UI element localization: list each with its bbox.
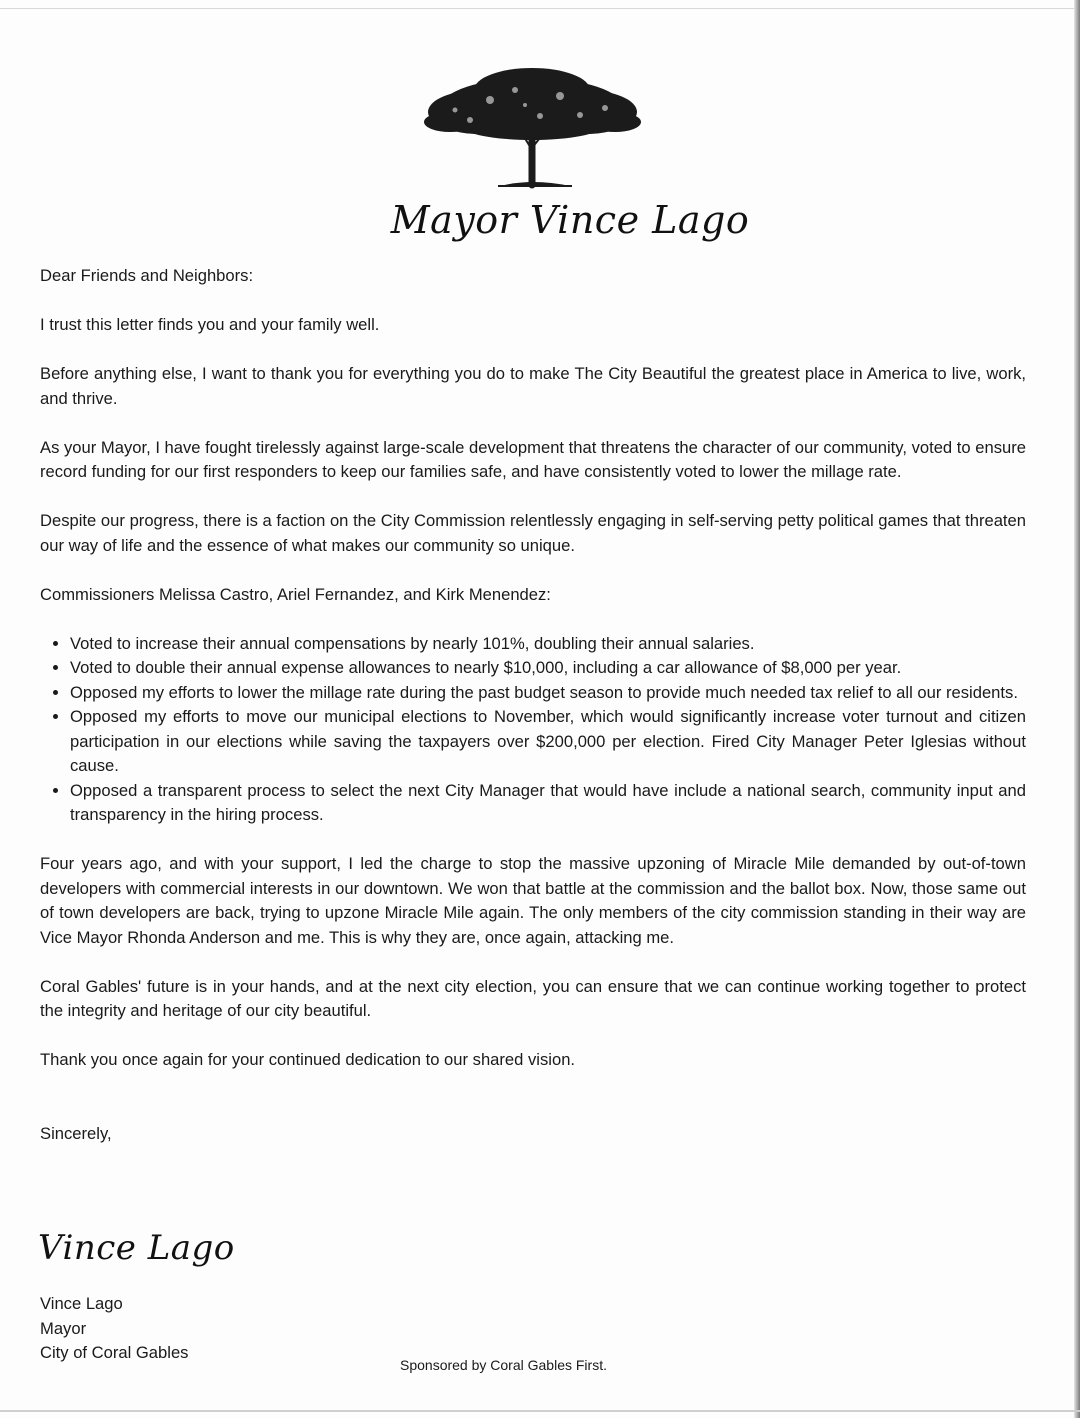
signer-block bbox=[40, 1292, 188, 1366]
signer-title: Mayor bbox=[40, 1318, 87, 1338]
list-item: • Opposed my efforts to lower the millage rate during the past budget season to provide much needed tax relief to all our residents. bbox=[70, 681, 1026, 706]
masthead-text: Mayor Vince Lago bbox=[390, 198, 750, 242]
list-item: • Opposed my efforts to move our municipal elections to November, which would significantly increase voter turnout and citizen participation in our elections while saving the taxpayers over $200,000 per election. Fired City Manager Peter Iglesias without cause. bbox=[70, 705, 1026, 779]
greeting: Dear Friends and Neighbors: bbox=[40, 266, 254, 285]
paragraph: As your Mayor, I have fought tirelessly against large-scale development that threatens the character of our community, voted to ensure record funding for our first responders to keep our families safe, and have consistently voted to lower the millage rate. bbox=[40, 437, 1026, 481]
paragraph: Coral Gables' future is in your hands, and at the next city election, you can ensure that we can continue working together to protect the integrity and heritage of our city beautiful. bbox=[40, 976, 1026, 1020]
masthead-title bbox=[0, 198, 1080, 242]
paragraph: Before anything else, I want to thank you for everything you do to make The City Beautiful the greatest place in America to live, work, and thrive. bbox=[40, 364, 1026, 408]
signer-org: City of Coral Gables bbox=[40, 1343, 189, 1362]
sponsor-disclaimer: Sponsored by Coral Gables First. bbox=[400, 1357, 607, 1373]
paragraph: Four years ago, and with your support, I led the charge to stop the massive upzoning of Miracle Mile demanded by out-of-town developers with commercial interests in our downtown. We won that battle at the commission and the ballot box. Now, those same out of town developers are back, trying to upzone Miracle Mile again. The only members of the city commission standing in their way are Vice Mayor Rhonda Anderson and me. This is why they are, once again, attacking me. bbox=[40, 854, 1026, 947]
scan-edge-top bbox=[0, 8, 1080, 9]
list-item: • Opposed a transparent process to select the next City Manager that would have include a national search, community input and transparency in the hiring process. bbox=[70, 779, 1026, 828]
oak-tree-logo bbox=[420, 60, 645, 192]
paragraph: Despite our progress, there is a faction on the City Commission relentlessly engaging in self-serving petty political games that threaten our way of life and the essence of what makes our community so unique. bbox=[40, 511, 1026, 555]
paragraph: Commissioners Melissa Castro, Ariel Fernandez, and Kirk Menendez: bbox=[40, 584, 551, 604]
scan-edge-bottom bbox=[0, 1410, 1080, 1412]
list-item: • Voted to increase their annual compensations by nearly 101%, doubling their annual salaries. bbox=[70, 632, 1026, 657]
list-item: • Voted to double their annual expense allowances to nearly $10,000, including a car allowance of $8,000 per year. bbox=[70, 656, 1026, 681]
commissioner-actions-list bbox=[40, 632, 1026, 828]
paragraph: I trust this letter finds you and your family well. bbox=[40, 315, 380, 334]
signer-name: Vince Lago bbox=[40, 1294, 123, 1313]
letter-body bbox=[40, 264, 1026, 1171]
valediction: Sincerely, bbox=[40, 1123, 112, 1143]
handwritten-signature: Vince Lago bbox=[38, 1228, 235, 1268]
paragraph: Thank you once again for your continued dedication to our shared vision. bbox=[40, 1050, 576, 1069]
